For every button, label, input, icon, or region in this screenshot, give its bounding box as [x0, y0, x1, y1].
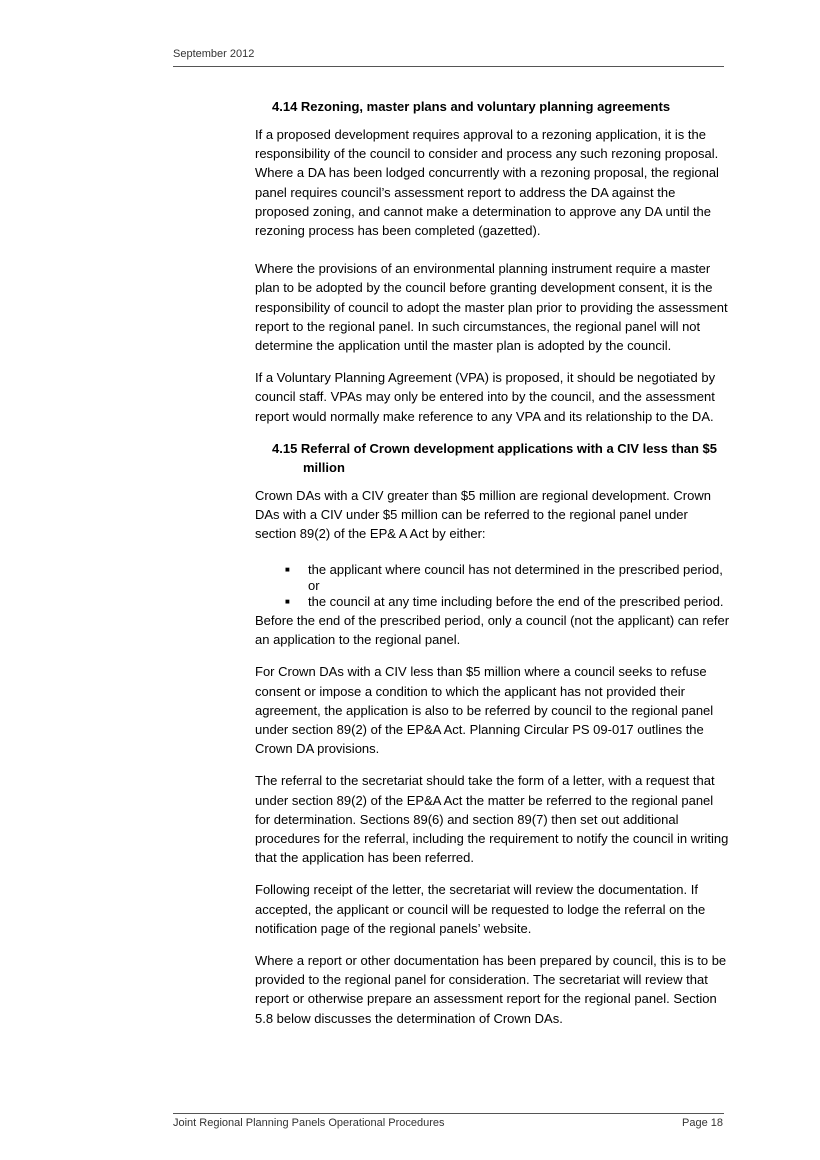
list-item-text: the council at any time including before the end of the prescribed period.: [308, 594, 724, 610]
paragraph-refuse-consent: For Crown DAs with a CIV less than $5 million where a council seeks to refuse consent or impose a condition to which the applicant has not provided their agreement, the application is also to be referred by council to the regional panel under section 89(2) of the EP&A Act. Planning Circular PS 09-017 outlines the Crown DA provisions.: [255, 664, 714, 757]
paragraph-vpa: If a Voluntary Planning Agreement (VPA) is proposed, it should be negotiated by council staff. VPAs may only be entered into by the council, and the assessment report would normally make reference to any VPA and its relationship to the DA.: [255, 370, 716, 424]
bullet-square-icon: ■: [285, 565, 290, 575]
section-heading-4-15: 4.15 Referral of Crown development applications with a CIV less than $5 million: [272, 440, 718, 475]
list-item: [255, 562, 730, 593]
paragraph-crown-das: Crown DAs with a CIV greater than $5 million are regional development. Crown DAs with a CIV under $5 million can be referred to the regional panel under section 89(2) of the EP& A Act by either:: [255, 487, 711, 542]
list-item: [255, 594, 730, 610]
header-divider: [173, 66, 724, 67]
header-date: September 2012: [173, 48, 255, 60]
paragraph-council-report: Where a report or other documentation has been prepared by council, this is to be provided to the regional panel for consideration. The secretariat will review that report or otherwise prepare an assessment report for the regional panel. Section 5.8 below discusses the determination of Crown DAs.: [255, 953, 727, 1026]
footer-divider: [173, 1113, 724, 1114]
document-body: [255, 97, 730, 1028]
list-item-text: the applicant where council has not determined in the prescribed period, or: [308, 562, 723, 593]
paragraph-referral-letter: The referral to the secretariat should take the form of a letter, with a request that under section 89(2) of the EP&A Act the matter be referred to the regional panel for determination. Sections 89(6) and section 89(7) then set out additional procedures for the referral, including the requirement to notify the council in writing that the application has been referred.: [255, 773, 729, 866]
page-number: Page 18: [682, 1117, 723, 1129]
footer-title: Joint Regional Planning Panels Operational Procedures: [173, 1117, 445, 1129]
paragraph-master-plans: Where the provisions of an environmental planning instrument require a master plan to be adopted by the council before granting development consent, it is the responsibility of council to adopt the master plan prior to providing the assessment report to the regional panel. In such circumstances, the regional panel will not determine the application until the master plan is adopted by the council.: [255, 261, 728, 354]
bullet-list: [255, 562, 730, 610]
bullet-square-icon: ■: [285, 597, 290, 607]
paragraph-prescribed-period: Before the end of the prescribed period, only a council (not the applicant) can refer an application to the regional panel.: [255, 612, 730, 648]
paragraph-rezoning: If a proposed development requires approval to a rezoning application, it is the responsibility of the council to consider and process any such rezoning proposal. Where a DA has been lodged concurrently with a rezoning proposal, the regional panel requires council’s assessment report to address the DA against the proposed zoning, and cannot make a determination to approve any DA until the rezoning process has been completed (gazetted).: [255, 127, 719, 239]
paragraph-secretariat-review: Following receipt of the letter, the secretariat will review the documentation. If accepted, the applicant or council will be requested to lodge the referral on the notification page of the regional panels’ website.: [255, 882, 706, 936]
section-heading-4-14: 4.14 Rezoning, master plans and voluntary planning agreements: [272, 99, 671, 114]
